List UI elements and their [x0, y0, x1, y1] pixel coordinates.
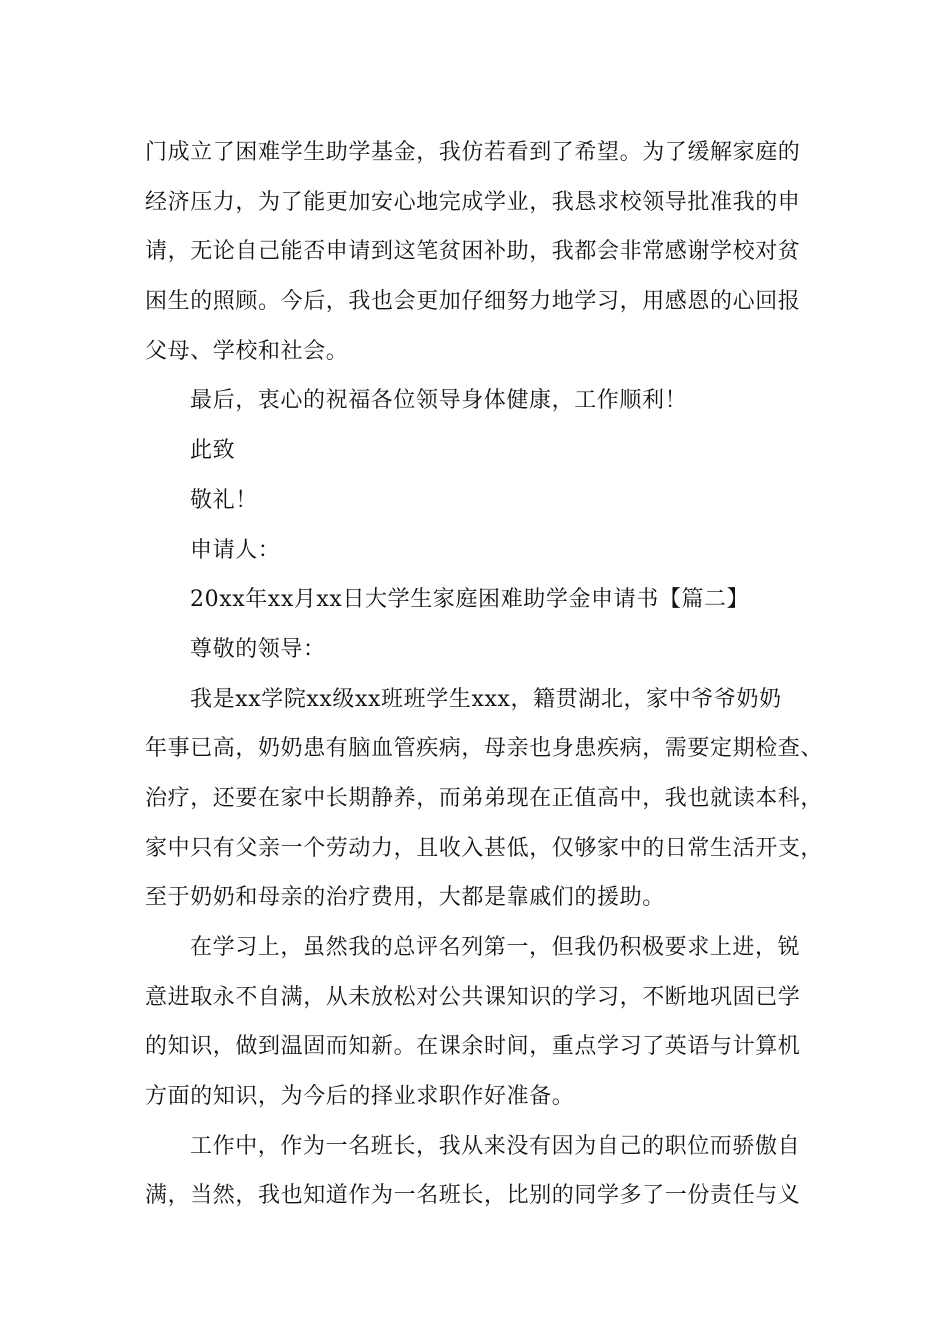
document-body	[145, 128, 824, 1221]
text-line: 治疗，还要在家中长期静养，而弟弟现在正值高中，我也就读本科，	[145, 785, 824, 811]
text-line: 请，无论自己能否申请到这笔贫困补助，我都会非常感谢学校对贫	[145, 239, 801, 265]
text-line: 年事已高，奶奶患有脑血管疾病，母亲也身患疾病，需要定期检查、	[145, 736, 824, 762]
text-line: 最后，衷心的祝福各位领导身体健康，工作顺利！	[190, 388, 688, 414]
text-line: 工作中，作为一名班长，我从来没有因为自己的职位而骄傲自	[190, 1133, 801, 1159]
text-line: 困生的照顾。今后，我也会更加仔细努力地学习，用感恩的心回报	[145, 289, 801, 315]
text-line: 父母、学校和社会。	[145, 338, 349, 364]
text-line: 至于奶奶和母亲的治疗费用，大都是靠戚们的援助。	[145, 885, 665, 911]
text-line: 尊敬的领导：	[190, 636, 326, 662]
text-line: 意进取永不自满，从未放松对公共课知识的学习，不断地巩固已学	[145, 984, 801, 1010]
text-line: 我是xx学院xx级xx班班学生xxx，籍贯湖北，家中爷爷奶奶	[190, 686, 782, 712]
text-line: 方面的知识，为今后的择业求职作好准备。	[145, 1084, 575, 1110]
text-line: 此致	[190, 438, 236, 464]
text-line: 申请人：	[190, 537, 281, 563]
text-line: 门成立了困难学生助学基金，我仿若看到了希望。为了缓解家庭的	[145, 140, 801, 165]
text-line: 在学习上，虽然我的总评名列第一，但我仍积极要求上进，锐	[190, 935, 801, 960]
text-line: 20xx年xx月xx日大学生家庭困难助学金申请书【篇二】	[190, 587, 750, 613]
text-line: 的知识，做到温固而知新。在课余时间，重点学习了英语与计算机	[145, 1034, 801, 1060]
text-line: 经济压力，为了能更加安心地完成学业，我恳求校领导批准我的申	[145, 189, 801, 215]
text-line: 满，当然，我也知道作为一名班长，比别的同学多了一份责任与义	[145, 1183, 801, 1209]
text-line: 敬礼！	[190, 487, 258, 513]
text-line: 家中只有父亲一个劳动力，且收入甚低，仅够家中的日常生活开支，	[145, 835, 824, 861]
